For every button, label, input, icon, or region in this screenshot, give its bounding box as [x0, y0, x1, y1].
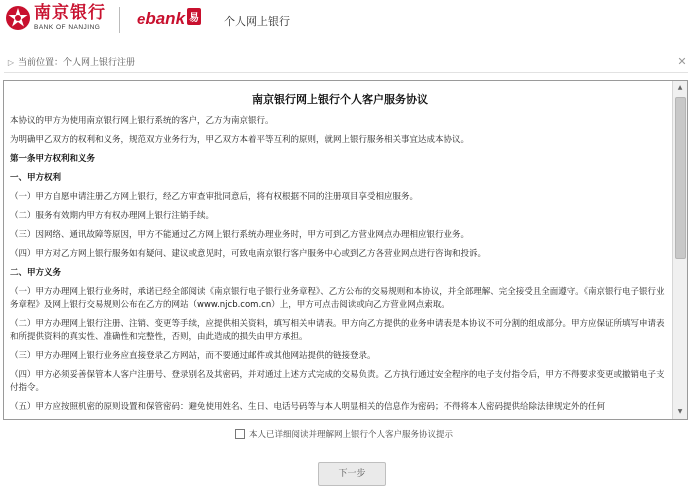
- scroll-down-icon[interactable]: ▼: [677, 408, 683, 415]
- bank-name-en: BANK OF NANJING: [34, 24, 101, 31]
- consent-row: [235, 428, 453, 440]
- agreement-paragraph: （四）甲方必须妥善保管本人客户注册号、登录别名及其密码，并对通过上述方式完成的交易负责。乙方执行通过安全程序的电子支付指令后，甲方不得要求变更或撤销电子支付指令。: [10, 370, 665, 393]
- header-divider: [119, 7, 120, 33]
- bank-name-cn: 南京银行: [34, 3, 106, 23]
- consent-label[interactable]: 本人已详细阅读并理解网上银行个人客户服务协议提示: [249, 430, 454, 440]
- breadcrumb-text: 当前位置：个人网上银行注册: [18, 58, 136, 68]
- agreement-paragraph: 为明确甲乙双方的权利和义务，规范双方业务行为，甲乙双方本着平等互利的原则，就网上银行服务相关事宜达成本协议。: [10, 135, 470, 145]
- agreement-box[interactable]: [3, 80, 688, 420]
- agreement-paragraph: （二）服务有效期内甲方有权办理网上银行注销手续。: [10, 211, 215, 221]
- scroll-up-icon[interactable]: ▲: [677, 84, 683, 91]
- close-icon[interactable]: ✕: [677, 55, 687, 68]
- bank-logo[interactable]: [5, 4, 106, 31]
- agreement-content: [10, 87, 670, 420]
- agreement-paragraph: （三）因网络、通讯故障等原因，甲方不能通过乙方网上银行系统办理业务时，甲方可到乙方营业网点办理相应银行业务。: [10, 230, 470, 240]
- site-title: 个人网上银行: [224, 15, 290, 28]
- agreement-scrollbar[interactable]: [672, 81, 687, 419]
- breadcrumb: [4, 56, 688, 73]
- consent-checkbox[interactable]: [235, 429, 245, 439]
- agreement-paragraph: （二）甲方办理网上银行注册、注销、变更等手续，应提供相关资料，填写相关申请表。甲方向乙方提供的业务申请表是本协议不可分割的组成部分。甲方应保证所填写申请表和所提供资料的真实性、准确性和完整性，否则，由此造成的损失由甲方承担。: [10, 319, 665, 342]
- ebank-badge: 易: [187, 8, 201, 25]
- ebank-brand-text: bank: [145, 9, 186, 28]
- ebank-brand: ebank 易: [137, 9, 200, 28]
- header: [0, 0, 700, 42]
- bank-name: [34, 4, 106, 31]
- agreement-title: 南京银行网上银行个人客户服务协议: [252, 93, 428, 106]
- bank-logo-icon: [5, 5, 31, 31]
- section-heading: 第一条甲方权利和义务: [10, 154, 96, 164]
- section-subheading: 二、甲方义务: [10, 268, 62, 278]
- agreement-paragraph: （一）甲方自愿申请注册乙方网上银行，经乙方审查审批同意后，将有权根据不同的注册项目享受相应服务。: [10, 192, 419, 202]
- scrollbar-thumb[interactable]: [675, 97, 686, 259]
- agreement-paragraph: （一）甲方办理网上银行业务时，承诺已经全部阅读《南京银行电子银行业务章程》、乙方公布的交易规则和本协议，并全部理解、完全接受且全面遵守。《南京银行电子银行业务章程》及网上银行交易规则公布在乙方的网站（www.njcb.com.cn）上，甲方可点击阅读或向乙方营业网点索取。: [10, 287, 665, 310]
- agreement-paragraph: （四）甲方对乙方网上银行服务如有疑问、建议或意见时，可致电南京银行客户服务中心或到乙方各营业网点进行咨询和投诉。: [10, 249, 487, 259]
- section-subheading: 一、甲方权利: [10, 173, 62, 183]
- breadcrumb-arrow-icon: ▷: [7, 58, 15, 67]
- next-button[interactable]: 下一步: [318, 462, 386, 486]
- agreement-paragraph: 本协议的甲方为使用南京银行网上银行系统的客户，乙方为南京银行。: [10, 116, 274, 126]
- agreement-paragraph: （三）甲方办理网上银行业务应直接登录乙方网站，而不要通过邮件或其他网站提供的链接登录。: [10, 351, 376, 361]
- agreement-paragraph: （五）甲方应按照机密的原则设置和保管密码：避免使用姓名、生日、电话号码等与本人明显相关的信息作为密码；不得将本人密码提供给除法律规定外的任何: [10, 402, 606, 412]
